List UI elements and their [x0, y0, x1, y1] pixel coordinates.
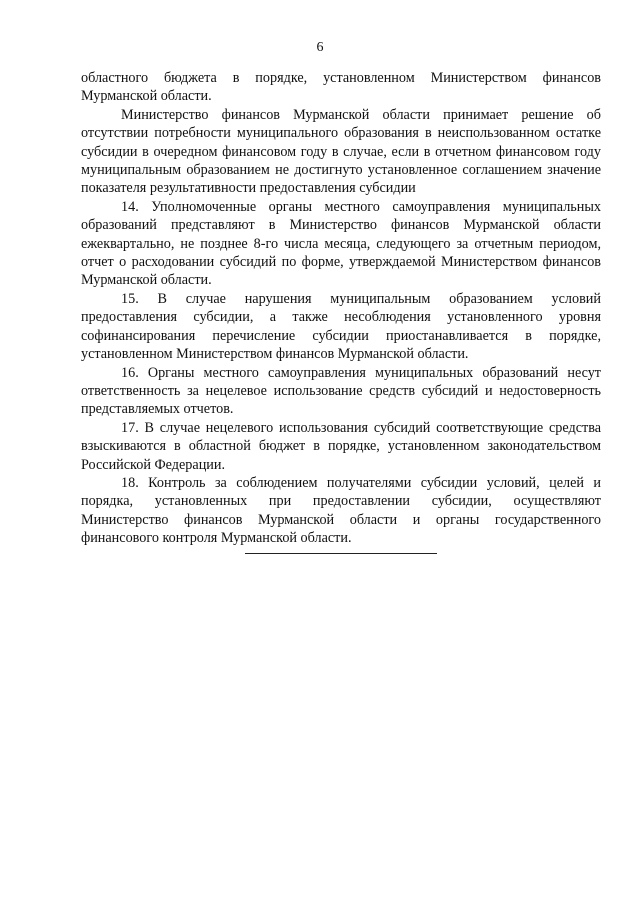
paragraph-continuation: областного бюджета в порядке, установленном Министерством финансов Мурманской области. — [81, 70, 601, 105]
paragraph-16: 16. Органы местного самоуправления муниципальных образований несут ответственность за нецелевое использование средств субсидий и недостоверность представляемых отчетов. — [81, 364, 601, 418]
page-number: 6 — [316, 40, 324, 55]
paragraph-17: 17. В случае нецелевого использования субсидий соответствующие средства взыскиваются в областной бюджет в порядке, установленном законодательством Российской Федерации. — [81, 419, 601, 473]
paragraph-18: 18. Контроль за соблюдением получателями субсидии условий, целей и порядка, установленных при предоставлении субсидии, осуществляют Министерство финансов Мурманской области и органы государственного финансового контроля Мурманской области. — [81, 474, 601, 547]
document-body — [81, 69, 601, 548]
paragraph-15: 15. В случае нарушения муниципальным образованием условий предоставления субсидии, а также несоблюдения установленного уровня софинансирования перечисление субсидии приостанавливается в порядке, установленном Министерством финансов Мурманской области. — [81, 290, 601, 363]
paragraph-ministry-decision: Министерство финансов Мурманской области принимает решение об отсутствии потребности муниципального образования в неиспользованном остатке субсидии в очередном финансовом году в случае, если в отчетном финансовом году муниципальным образованием не достигнуто установленное соглашением значение показателя результативности предоставления субсидии — [81, 106, 601, 197]
end-of-document-rule — [245, 553, 437, 554]
paragraph-14: 14. Уполномоченные органы местного самоуправления муниципальных образований представляют в Министерство финансов Мурманской области ежеквартально, не позднее 8-го числа месяца, следующего за отчетным периодом, отчет о расходовании субсидий по форме, утверждаемой Министерством финансов Мурманской области. — [81, 198, 601, 289]
